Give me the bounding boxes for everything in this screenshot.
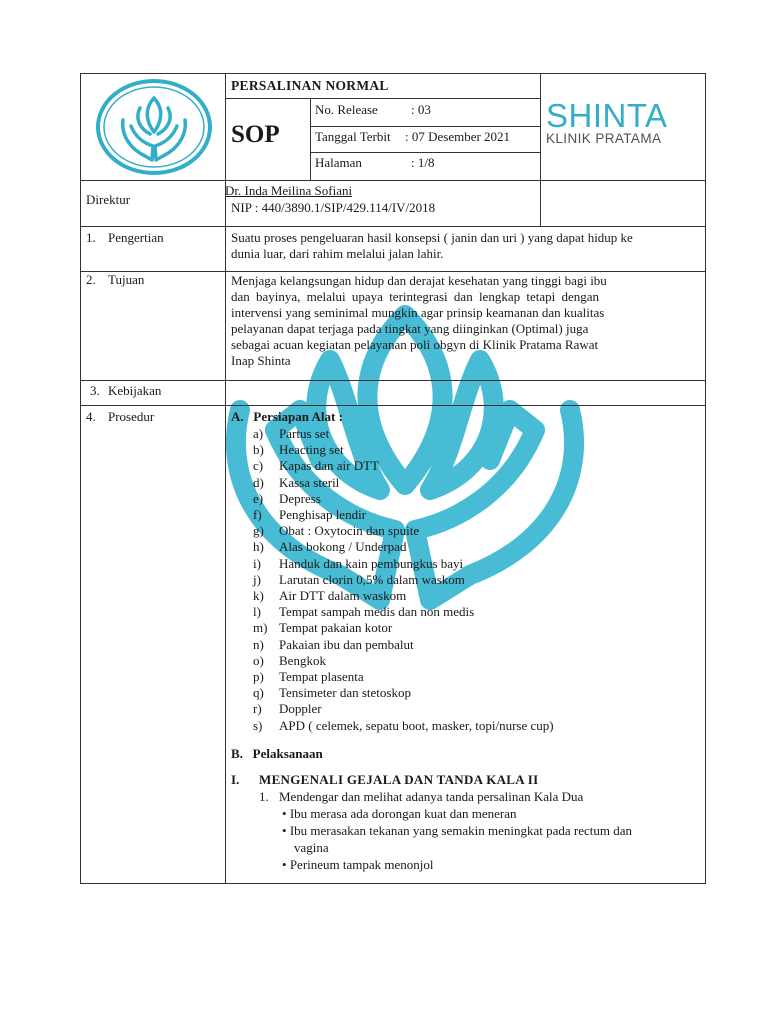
alat-item-text: Alas bokong / Underpad xyxy=(279,539,407,555)
bullet-dot-icon: • xyxy=(282,823,287,838)
alat-item-marker: a) xyxy=(253,426,264,441)
alat-item-text: Air DTT dalam waskom xyxy=(279,588,407,603)
alat-item xyxy=(253,475,693,491)
alat-item-marker: s) xyxy=(253,717,263,733)
header-column-sop-divider xyxy=(310,98,311,180)
alat-item-text: Kapas dan air DTT xyxy=(279,458,379,474)
pengertian-number: 1. xyxy=(86,230,96,245)
alat-item-marker: l) xyxy=(253,604,261,620)
release-value: : 03 xyxy=(411,102,431,117)
alat-item xyxy=(253,458,693,474)
alat-item-text: Tempat sampah medis dan non medis xyxy=(279,604,475,620)
brand-name: SHINTA xyxy=(546,97,668,134)
header-rule-terbit xyxy=(310,152,540,153)
prosedur-label: Prosedur xyxy=(108,409,155,424)
tujuan-line-6: Inap Shinta xyxy=(231,353,291,368)
alat-item-text: Heacting set xyxy=(279,442,344,458)
release-label: No. Release xyxy=(315,102,378,117)
alat-item-text: Penghisap lendir xyxy=(279,507,367,522)
alat-item-text: Bengkok xyxy=(279,652,326,668)
alat-item-marker: b) xyxy=(253,442,264,458)
alat-item-marker: n) xyxy=(253,636,264,652)
alat-item-text: Handuk dan kain pembungkus bayi xyxy=(279,555,464,571)
alat-item xyxy=(253,426,693,442)
alat-item-marker: h) xyxy=(253,539,264,555)
alat-item xyxy=(253,669,693,685)
bullet-1-text: Ibu merasa ada dorongan kuat dan meneran xyxy=(289,806,517,821)
alat-item-text: Larutan clorin 0,5% dalam waskom xyxy=(279,571,465,587)
table-border-bottom xyxy=(80,883,706,884)
tujuan-label: Tujuan xyxy=(108,272,145,287)
pengertian-line-1: Suatu proses pengeluaran hasil konsepsi ( janin dan uri ) yang dapat hidup ke xyxy=(231,230,633,245)
tujuan-line-1: Menjaga kelangsungan hidup dan derajat kesehatan yang tinggi bagi ibu xyxy=(231,273,607,288)
halaman-label: Halaman xyxy=(315,155,362,170)
kebijakan-number: 3. xyxy=(90,383,100,398)
director-label: Direktur xyxy=(86,192,131,207)
alat-item-marker: c) xyxy=(253,458,264,474)
bullet-3 xyxy=(282,857,434,873)
alat-item-marker: q) xyxy=(253,685,264,701)
alat-item-text: Pakaian ibu dan pembalut xyxy=(279,636,414,652)
tujuan-line-4: pelayanan dapat terjaga pada tingkat yang diinginkan (Optimal) juga xyxy=(231,321,589,336)
alat-item xyxy=(253,620,693,636)
alat-item xyxy=(253,701,693,717)
brand-subtitle: KLINIK PRATAMA xyxy=(546,131,662,146)
clinic-brand-logo xyxy=(546,98,702,146)
alat-item-text: Kassa steril xyxy=(279,474,340,490)
alat-item-text: Tensimeter dan stetoskop xyxy=(279,685,411,701)
director-name: Dr. Inda Meilina Sofiani xyxy=(225,183,353,198)
table-rule-header-bottom xyxy=(80,180,706,181)
bullet-2-text: Ibu merasakan tekanan yang semakin meningkat pada rectum dan xyxy=(289,823,633,838)
tujuan-line-3: intervensi yang seminimal mungkin agar prinsip keamanan dan kualitas xyxy=(231,305,605,320)
pengertian-label: Pengertian xyxy=(108,230,164,245)
prosedur-number: 4. xyxy=(86,409,96,424)
table-border-right xyxy=(705,73,706,884)
header-rule-release xyxy=(310,126,540,127)
alat-item-marker: f) xyxy=(253,507,262,522)
alat-item xyxy=(253,637,693,653)
alat-item-text: Partus set xyxy=(279,426,330,441)
header-column-brand-divider xyxy=(540,73,541,226)
table-border-left xyxy=(80,73,81,884)
alat-item-marker: g) xyxy=(253,523,264,539)
bullet-dot-icon: • xyxy=(282,806,287,821)
alat-item-text: Tempat pakaian kotor xyxy=(279,620,393,636)
alat-item-marker: k) xyxy=(253,588,264,603)
alat-item-marker: d) xyxy=(253,474,264,490)
terbit-label: Tanggal Terbit xyxy=(315,129,391,144)
terbit-value: : 07 Desember 2021 xyxy=(405,129,511,144)
bullet-2-continuation: vagina xyxy=(294,840,329,855)
alat-item xyxy=(253,523,693,539)
tujuan-line-5: sebagai acuan kegiatan pelayanan poli obgyn di Klinik Pratama Rawat xyxy=(231,337,599,352)
alat-item xyxy=(253,685,693,701)
tujuan-line-2: dan bayinya, melalui upaya terintegrasi dan lengkap tetapi dengan xyxy=(231,289,600,304)
tujuan-number: 2. xyxy=(86,272,96,287)
header-rule-title xyxy=(225,98,540,99)
alat-item xyxy=(253,442,693,458)
table-rule-kebijakan-bottom xyxy=(80,405,706,406)
pelaksanaan-heading: B. Pelaksanaan xyxy=(231,746,323,761)
alat-item xyxy=(253,588,693,604)
bullet-1 xyxy=(282,806,517,822)
alat-item-marker: p) xyxy=(253,669,264,684)
sop-label: SOP xyxy=(231,121,280,148)
alat-item-text: Tempat plasenta xyxy=(279,669,364,684)
alat-item xyxy=(253,653,693,669)
kebijakan-label: Kebijakan xyxy=(108,383,162,398)
alat-item-marker: i) xyxy=(253,555,261,571)
bullet-dot-icon: • xyxy=(282,857,287,872)
alat-item xyxy=(253,718,693,734)
alat-item xyxy=(253,507,693,523)
alat-item-marker: r) xyxy=(253,701,262,717)
alat-item xyxy=(253,491,693,507)
kala-title: MENGENALI GEJALA DAN TANDA KALA II xyxy=(259,772,539,787)
alat-item-marker: j) xyxy=(253,571,261,587)
table-rule-tujuan-bottom xyxy=(80,380,706,381)
pengertian-line-2: dunia luar, dari rahim melalui jalan lahir. xyxy=(231,246,444,261)
bullet-2 xyxy=(282,823,632,839)
alat-item-marker: e) xyxy=(253,490,264,506)
alat-item xyxy=(253,572,693,588)
table-border-top xyxy=(80,73,706,74)
halaman-value: : 1/8 xyxy=(411,155,435,170)
alat-item-marker: m) xyxy=(253,620,268,636)
alat-item-text: APD ( celemek, sepatu boot, masker, topi/nurse cup) xyxy=(279,717,554,733)
alat-item xyxy=(253,604,693,620)
alat-item-text: Doppler xyxy=(279,701,322,717)
kala-number: I. xyxy=(231,772,240,787)
alat-item xyxy=(253,556,693,572)
director-nip: NIP : 440/3890.1/SIP/429.114/IV/2018 xyxy=(231,200,436,215)
persiapan-alat-heading: A. Persiapan Alat : xyxy=(231,409,343,424)
alat-item xyxy=(253,539,693,555)
alat-item-text: Depress xyxy=(279,490,321,506)
alat-item-text: Obat : Oxytocin dan spuite xyxy=(279,523,420,539)
step-1-number: 1. xyxy=(259,789,269,804)
alat-item-marker: o) xyxy=(253,652,264,668)
bullet-3-text: Perineum tampak menonjol xyxy=(289,857,434,872)
table-rule-pengertian-bottom xyxy=(80,271,706,272)
hands-lotus-logo-icon xyxy=(95,78,213,176)
step-1-text: Mendengar dan melihat adanya tanda persalinan Kala Dua xyxy=(279,789,584,804)
document-title: PERSALINAN NORMAL xyxy=(231,78,389,93)
table-rule-director-bottom xyxy=(80,226,706,227)
